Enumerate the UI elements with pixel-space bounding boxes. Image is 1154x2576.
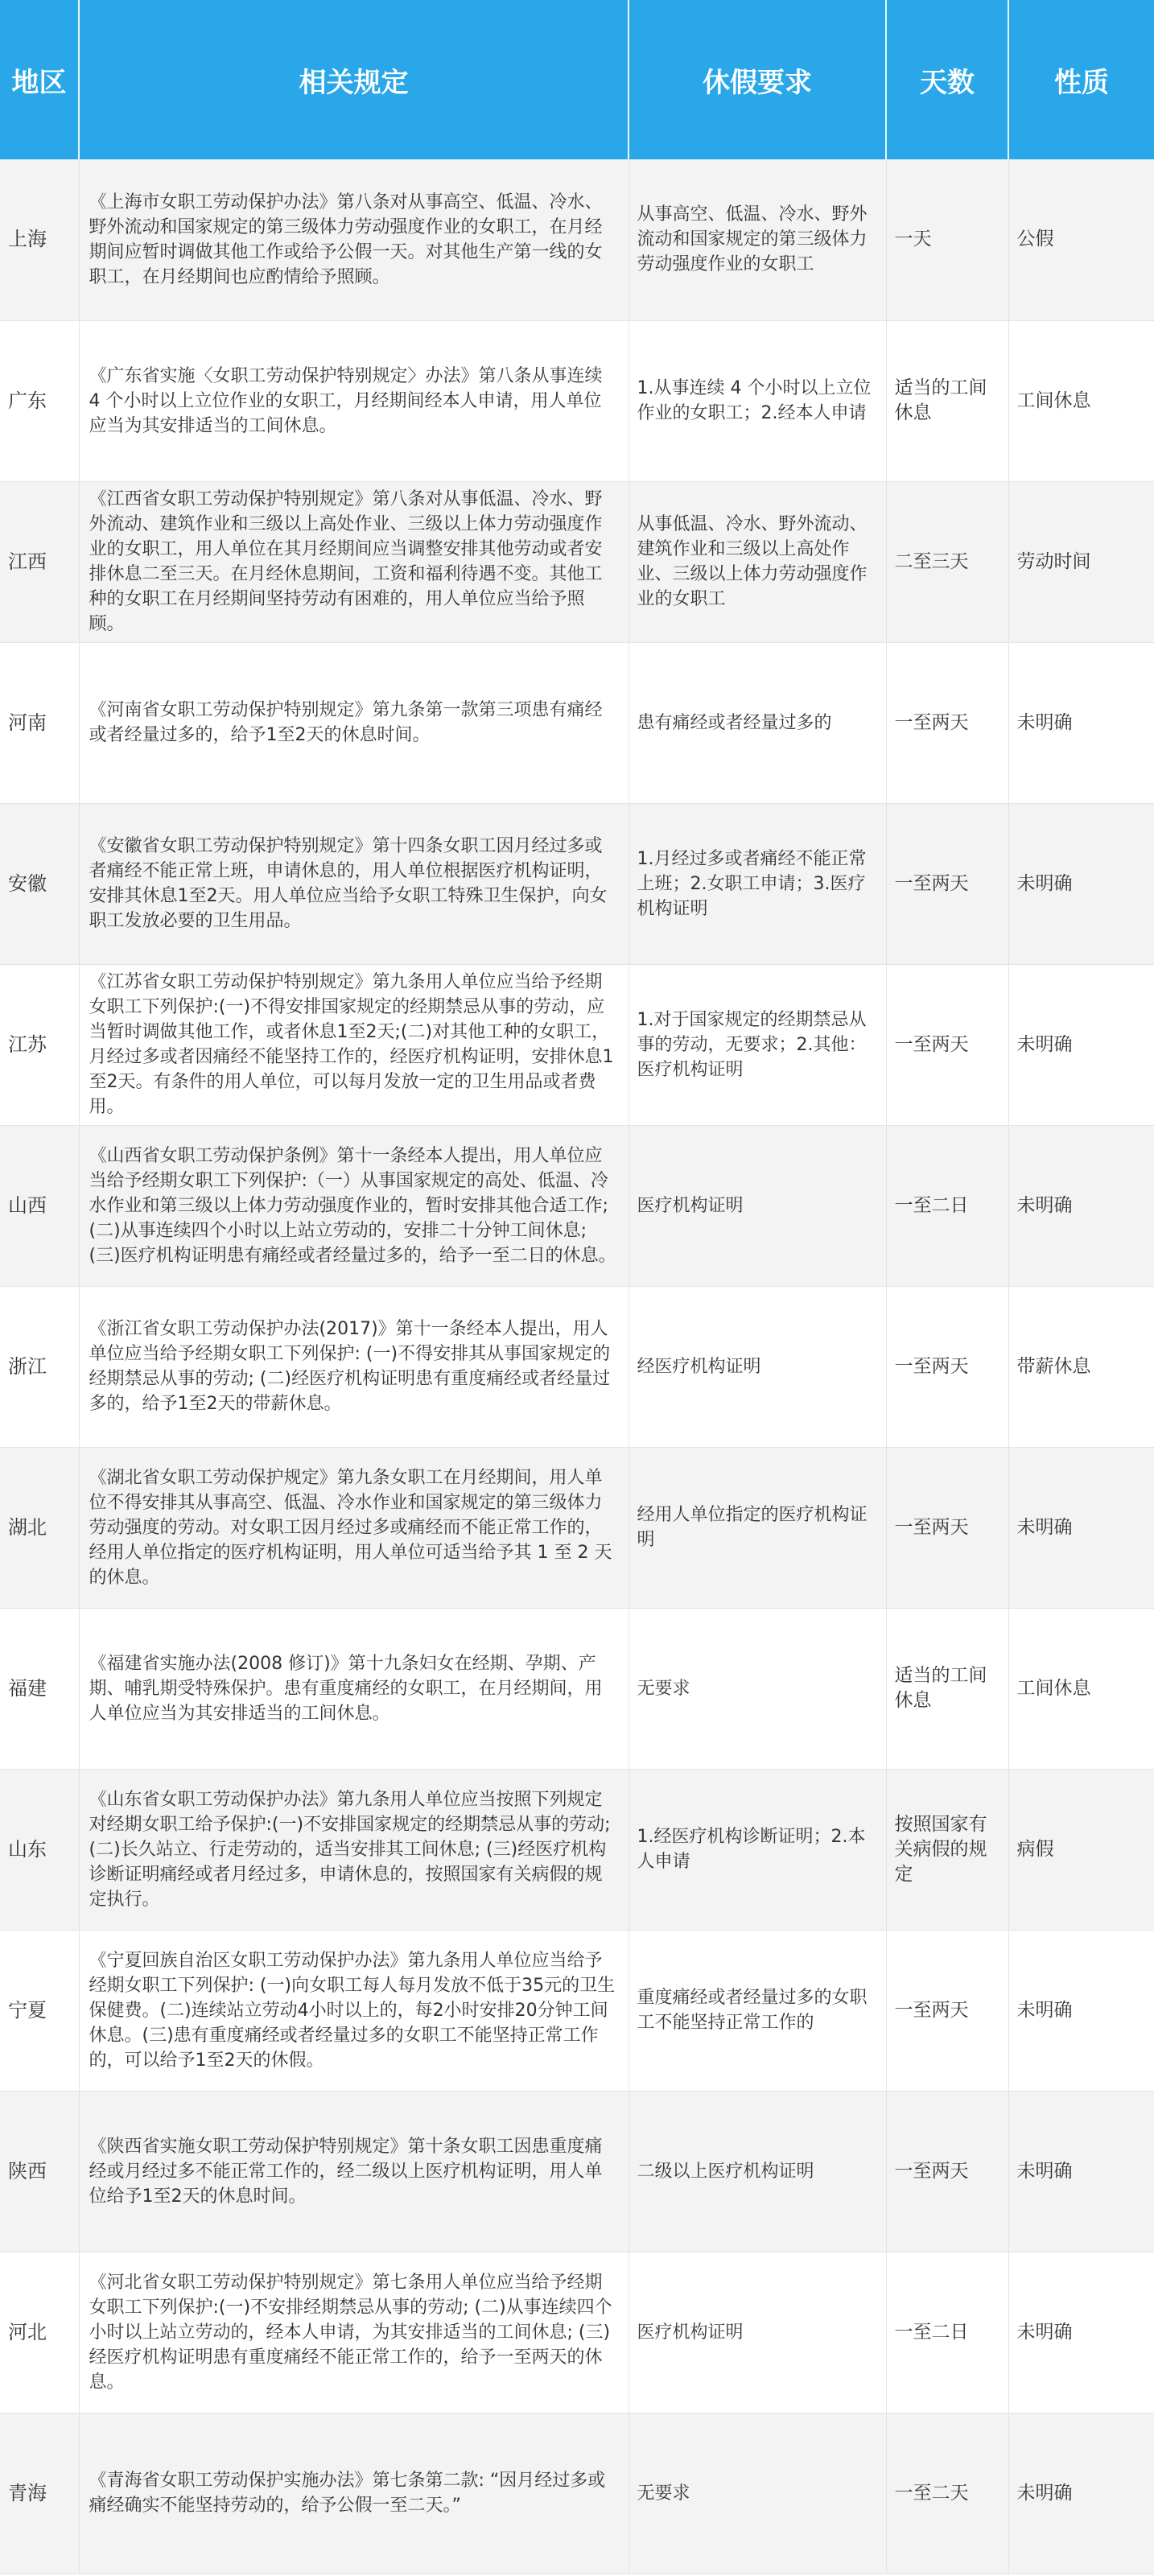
cell-nature: 未明确	[1008, 1125, 1154, 1286]
cell-regulation: 《浙江省女职工劳动保护办法(2017)》第十一条经本人提出，用人单位应当给予经期女职工下列保护: (一)不得安排其从事国家规定的经期禁忌从事的劳动; (二)经医疗机构证明患有重度痛经或者经量过多的，给予1至2天的带薪休息。	[79, 1286, 629, 1447]
table-row	[0, 1447, 1154, 1608]
cell-days: 一至两天	[886, 803, 1008, 964]
cell-regulation: 《宁夏回族自治区女职工劳动保护办法》第九条用人单位应当给予经期女职工下列保护: (一)向女职工每人每月发放不低于35元的卫生保健费。(二)连续站立劳动4小时以上的，每2小时安排20分钟工间休息。(三)患有重度痛经或者经量过多的女职工不能坚持正常工作的，可以给予1至2天的休假。	[79, 1930, 629, 2091]
table-row	[0, 1125, 1154, 1286]
cell-leave-requirement: 1.从事连续 4 个小时以上立位作业的女职工；2.经本人申请	[629, 320, 886, 481]
table-row	[0, 481, 1154, 642]
cell-regulation: 《青海省女职工劳动保护实施办法》第七条第二款: “因月经过多或痛经确实不能坚持劳动的，给予公假一至二天。”	[79, 2413, 629, 2574]
cell-nature: 劳动时间	[1008, 481, 1154, 642]
cell-days: 一至二日	[886, 2252, 1008, 2413]
cell-days: 一至两天	[886, 2091, 1008, 2252]
cell-leave-requirement: 从事低温、冷水、野外流动、建筑作业和三级以上高处作业、三级以上体力劳动强度作业的女职工	[629, 481, 886, 642]
cell-nature: 未明确	[1008, 642, 1154, 803]
table-row	[0, 2413, 1154, 2574]
cell-leave-requirement: 1.经医疗机构诊断证明；2.本人申请	[629, 1769, 886, 1930]
cell-leave-requirement: 经医疗机构证明	[629, 1286, 886, 1447]
cell-nature: 未明确	[1008, 2091, 1154, 2252]
cell-days: 一至二天	[886, 2413, 1008, 2574]
cell-region: 安徽	[0, 803, 79, 964]
cell-region: 湖北	[0, 1447, 79, 1608]
cell-regulation: 《河南省女职工劳动保护特别规定》第九条第一款第三项患有痛经或者经量过多的，给予1至2天的休息时间。	[79, 642, 629, 803]
cell-nature: 工间休息	[1008, 320, 1154, 481]
cell-leave-requirement: 二级以上医疗机构证明	[629, 2091, 886, 2252]
cell-nature: 病假	[1008, 1769, 1154, 1930]
cell-region: 福建	[0, 1608, 79, 1769]
cell-regulation: 《江苏省女职工劳动保护特别规定》第九条用人单位应当给予经期女职工下列保护:(一)不得安排国家规定的经期禁忌从事的劳动，应当暂时调做其他工作，或者休息1至2天;(二)对其他工种的女职工，月经过多或者因痛经不能坚持工作的，经医疗机构证明，安排休息1至2天。有条件的用人单位，可以每月发放一定的卫生用品或者费用。	[79, 964, 629, 1125]
cell-regulation: 《上海市女职工劳动保护办法》第八条对从事高空、低温、冷水、野外流动和国家规定的第三级体力劳动强度作业的女职工，在月经期间应暂时调做其他工作或给予公假一天。对其他生产第一线的女职工，在月经期间也应酌情给予照顾。	[79, 159, 629, 320]
cell-leave-requirement: 1.对于国家规定的经期禁忌从事的劳动，无要求；2.其他：医疗机构证明	[629, 964, 886, 1125]
cell-leave-requirement: 医疗机构证明	[629, 1125, 886, 1286]
cell-regulation: 《广东省实施〈女职工劳动保护特别规定〉办法》第八条从事连续 4 个小时以上立位作业的女职工，月经期间经本人申请，用人单位应当为其安排适当的工间休息。	[79, 320, 629, 481]
cell-nature: 未明确	[1008, 2252, 1154, 2413]
cell-regulation: 《安徽省女职工劳动保护特别规定》第十四条女职工因月经过多或者痛经不能正常上班，申请休息的，用人单位根据医疗机构证明，安排其休息1至2天。用人单位应当给予女职工特殊卫生保护，向女职工发放必要的卫生用品。	[79, 803, 629, 964]
header-regulation: 相关规定	[79, 0, 629, 159]
cell-region: 河北	[0, 2252, 79, 2413]
cell-region: 江苏	[0, 964, 79, 1125]
cell-region: 青海	[0, 2413, 79, 2574]
table-row	[0, 1608, 1154, 1769]
table-row	[0, 1286, 1154, 1447]
cell-nature: 未明确	[1008, 964, 1154, 1125]
cell-region: 河南	[0, 642, 79, 803]
cell-regulation: 《陕西省实施女职工劳动保护特别规定》第十条女职工因患重度痛经或月经过多不能正常工作的，经二级以上医疗机构证明，用人单位给予1至2天的休息时间。	[79, 2091, 629, 2252]
cell-days: 一天	[886, 159, 1008, 320]
cell-leave-requirement: 重度痛经或者经量过多的女职工不能坚持正常工作的	[629, 1930, 886, 2091]
table-row	[0, 964, 1154, 1125]
cell-region: 浙江	[0, 1286, 79, 1447]
cell-regulation: 《山东省女职工劳动保护办法》第九条用人单位应当按照下列规定对经期女职工给予保护:(一)不安排国家规定的经期禁忌从事的劳动; (二)长久站立、行走劳动的，适当安排其工间休息; (三)经医疗机构诊断证明痛经或者月经过多，申请休息的，按照国家有关病假的规定执行。	[79, 1769, 629, 1930]
cell-regulation: 《河北省女职工劳动保护特别规定》第七条用人单位应当给予经期女职工下列保护:(一)不安排经期禁忌从事的劳动; (二)从事连续四个小时以上站立劳动的，经本人申请，为其安排适当的工间休息; (三)经医疗机构证明患有重度痛经不能正常工作的，给予一至两天的休息。	[79, 2252, 629, 2413]
cell-regulation: 《山西省女职工劳动保护条例》第十一条经本人提出，用人单位应当给予经期女职工下列保护:（一）从事国家规定的高处、低温、冷水作业和第三级以上体力劳动强度作业的，暂时安排其他合适工作; (二)从事连续四个小时以上站立劳动的，安排二十分钟工间休息; (三)医疗机构证明患有痛经或者经量过多的，给予一至二日的休息。	[79, 1125, 629, 1286]
table-row	[0, 1930, 1154, 2091]
cell-region: 宁夏	[0, 1930, 79, 2091]
cell-days: 适当的工间休息	[886, 1608, 1008, 1769]
cell-nature: 未明确	[1008, 803, 1154, 964]
cell-days: 一至两天	[886, 1286, 1008, 1447]
cell-region: 江西	[0, 481, 79, 642]
cell-nature: 工间休息	[1008, 1608, 1154, 1769]
cell-leave-requirement: 经用人单位指定的医疗机构证明	[629, 1447, 886, 1608]
table-row	[0, 803, 1154, 964]
cell-days: 一至两天	[886, 642, 1008, 803]
cell-regulation: 《福建省实施办法(2008 修订)》第十九条妇女在经期、孕期、产期、哺乳期受特殊保护。患有重度痛经的女职工，在月经期间，用人单位应当为其安排适当的工间休息。	[79, 1608, 629, 1769]
cell-leave-requirement: 无要求	[629, 2413, 886, 2574]
cell-days: 按照国家有关病假的规定	[886, 1769, 1008, 1930]
cell-days: 二至三天	[886, 481, 1008, 642]
cell-nature: 公假	[1008, 159, 1154, 320]
cell-region: 陕西	[0, 2091, 79, 2252]
cell-leave-requirement: 1.月经过多或者痛经不能正常上班；2.女职工申请；3.医疗机构证明	[629, 803, 886, 964]
header-leave-requirement: 休假要求	[629, 0, 886, 159]
cell-region: 山东	[0, 1769, 79, 1930]
cell-leave-requirement: 从事高空、低温、冷水、野外流动和国家规定的第三级体力劳动强度作业的女职工	[629, 159, 886, 320]
cell-nature: 未明确	[1008, 1930, 1154, 2091]
table-row	[0, 320, 1154, 481]
cell-days: 一至两天	[886, 1930, 1008, 2091]
cell-days: 一至二日	[886, 1125, 1008, 1286]
cell-region: 上海	[0, 159, 79, 320]
table-row	[0, 1769, 1154, 1930]
table-row	[0, 2091, 1154, 2252]
table-row	[0, 2252, 1154, 2413]
table-header-row	[0, 0, 1154, 159]
cell-region: 山西	[0, 1125, 79, 1286]
header-days: 天数	[886, 0, 1008, 159]
cell-days: 一至两天	[886, 964, 1008, 1125]
cell-leave-requirement: 医疗机构证明	[629, 2252, 886, 2413]
cell-region: 广东	[0, 320, 79, 481]
cell-leave-requirement: 无要求	[629, 1608, 886, 1769]
header-nature: 性质	[1008, 0, 1154, 159]
cell-regulation: 《江西省女职工劳动保护特别规定》第八条对从事低温、冷水、野外流动、建筑作业和三级以上高处作业、三级以上体力劳动强度作业的女职工，用人单位在其月经期间应当调整安排其他劳动或者安排休息二至三天。在月经休息期间，工资和福利待遇不变。其他工种的女职工在月经期间坚持劳动有困难的，用人单位应当给予照顾。	[79, 481, 629, 642]
cell-regulation: 《湖北省女职工劳动保护规定》第九条女职工在月经期间，用人单位不得安排其从事高空、低温、冷水作业和国家规定的第三级体力劳动强度的劳动。对女职工因月经过多或痛经而不能正常工作的，经用人单位指定的医疗机构证明，用人单位可适当给予其 1 至 2 天的休息。	[79, 1447, 629, 1608]
cell-days: 一至两天	[886, 1447, 1008, 1608]
cell-nature: 带薪休息	[1008, 1286, 1154, 1447]
cell-nature: 未明确	[1008, 2413, 1154, 2574]
cell-days: 适当的工间休息	[886, 320, 1008, 481]
header-region: 地区	[0, 0, 79, 159]
table-row	[0, 159, 1154, 320]
cell-leave-requirement: 患有痛经或者经量过多的	[629, 642, 886, 803]
cell-nature: 未明确	[1008, 1447, 1154, 1608]
table-row	[0, 642, 1154, 803]
